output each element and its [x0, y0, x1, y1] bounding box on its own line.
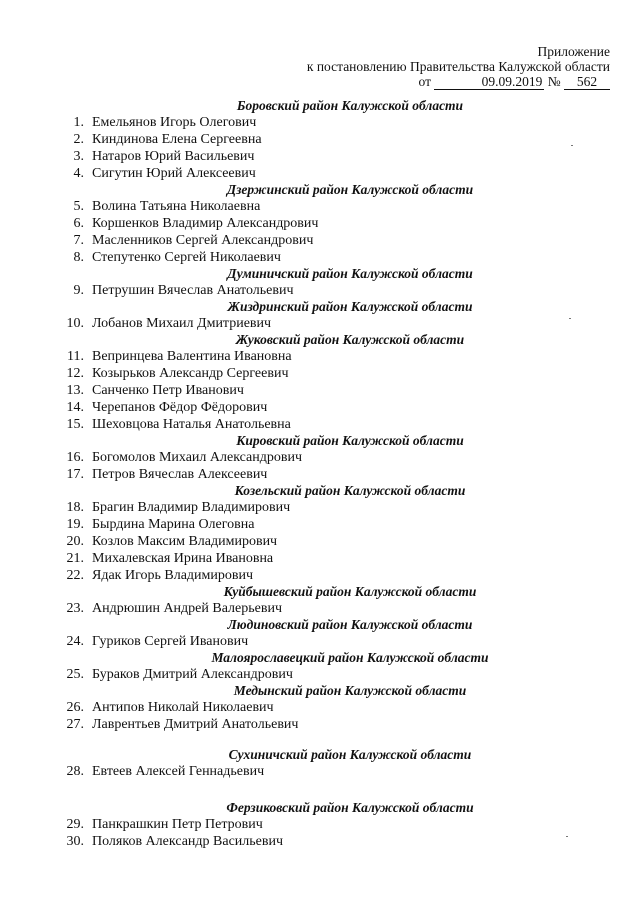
person-name: Андрюшин Андрей Валерьевич	[92, 601, 282, 616]
person-name: Масленников Сергей Александрович	[92, 233, 314, 248]
list-item	[0, 215, 640, 232]
item-number: 10.	[66, 316, 84, 331]
district-heading: Медынский район Калужской области	[233, 683, 467, 698]
item-number: 20.	[66, 534, 84, 549]
district-heading: Боровский район Калужской области	[236, 98, 464, 113]
person-name: Степутенко Сергей Николаевич	[92, 250, 281, 265]
scan-speck	[571, 145, 573, 146]
person-name: Михалевская Ирина Ивановна	[92, 551, 274, 566]
item-number: 1.	[73, 115, 84, 130]
item-number: 24.	[66, 634, 84, 649]
item-number: 19.	[66, 517, 84, 532]
district-heading: Сухиничский район Калужской области	[228, 747, 472, 762]
list-item	[0, 249, 640, 266]
resolution-reference: к постановлению Правительства Калужской области	[306, 59, 610, 74]
item-number: 22.	[66, 568, 84, 583]
person-name: Волина Татьяна Николаевна	[92, 199, 261, 214]
person-name: Панкрашкин Петр Петрович	[92, 817, 263, 832]
list-item	[0, 567, 640, 584]
person-name: Поляков Александр Васильевич	[92, 834, 284, 849]
person-name: Брагин Владимир Владимирович	[92, 500, 291, 515]
person-name: Гуриков Сергей Иванович	[92, 634, 249, 649]
list-item	[0, 282, 640, 299]
appendix-header	[307, 44, 610, 90]
list-item	[0, 399, 640, 416]
list-item	[0, 232, 640, 249]
number-prefix: №	[547, 74, 561, 89]
item-number: 6.	[73, 216, 84, 231]
list-item	[0, 499, 640, 516]
item-number: 11.	[67, 349, 84, 364]
appendix-title: Приложение	[537, 44, 610, 59]
list-item	[0, 198, 640, 215]
item-number: 5.	[73, 199, 84, 214]
district-heading: Думиничский район Калужской области	[227, 266, 473, 281]
district-heading: Козельский район Калужской области	[234, 483, 466, 498]
item-number: 14.	[66, 400, 84, 415]
district-heading: Малоярославецкий район Калужской области	[211, 650, 489, 665]
list-item	[0, 365, 640, 382]
item-number: 3.	[73, 149, 84, 164]
district-list	[0, 98, 640, 850]
resolution-date: 09.09.2019	[434, 74, 544, 90]
person-name: Емельянов Игорь Олегович	[92, 115, 257, 130]
list-item	[0, 148, 640, 165]
list-item	[0, 382, 640, 399]
list-item	[0, 763, 640, 780]
item-number: 25.	[66, 667, 84, 682]
person-name: Евтеев Алексей Геннадьевич	[92, 764, 265, 779]
list-item	[0, 114, 640, 131]
list-item	[0, 533, 640, 550]
district-heading: Кировский район Калужской области	[236, 433, 464, 448]
list-item	[0, 165, 640, 182]
person-name: Бырдина Марина Олеговна	[92, 517, 255, 532]
list-item	[0, 416, 640, 433]
list-item	[0, 348, 640, 365]
date-prefix: от	[418, 74, 431, 89]
item-number: 16.	[66, 450, 84, 465]
item-number: 15.	[66, 417, 84, 432]
person-name: Черепанов Фёдор Фёдорович	[92, 400, 268, 415]
item-number: 29.	[66, 817, 84, 832]
list-item	[0, 315, 640, 332]
district-heading: Куйбышевский район Калужской области	[223, 584, 477, 599]
person-name: Киндинова Елена Сергеевна	[92, 132, 262, 147]
item-number: 12.	[66, 366, 84, 381]
person-name: Антипов Николай Николаевич	[92, 700, 274, 715]
list-item	[0, 816, 640, 833]
item-number: 26.	[66, 700, 84, 715]
person-name: Лаврентьев Дмитрий Анатольевич	[92, 717, 299, 732]
person-name: Бураков Дмитрий Александрович	[92, 667, 293, 682]
item-number: 2.	[73, 132, 84, 147]
person-name: Петрушин Вячеслав Анатольевич	[92, 283, 294, 298]
list-item	[0, 550, 640, 567]
item-number: 8.	[73, 250, 84, 265]
person-name: Козлов Максим Владимирович	[92, 534, 278, 549]
district-heading: Жиздринский район Калужской области	[227, 299, 473, 314]
person-name: Козырьков Александр Сергеевич	[92, 366, 289, 381]
list-item	[0, 633, 640, 650]
person-name: Богомолов Михаил Александрович	[92, 450, 303, 465]
district-heading: Людиновский район Калужской области	[227, 617, 473, 632]
list-item	[0, 466, 640, 483]
person-name: Натаров Юрий Васильевич	[92, 149, 255, 164]
person-name: Сигутин Юрий Алексеевич	[92, 166, 256, 181]
item-number: 28.	[66, 764, 84, 779]
district-heading: Дзержинский район Калужской области	[226, 182, 474, 197]
person-name: Санченко Петр Иванович	[92, 383, 244, 398]
item-number: 9.	[73, 283, 84, 298]
person-name: Лобанов Михаил Дмитриевич	[92, 316, 272, 331]
list-item	[0, 449, 640, 466]
item-number: 4.	[73, 166, 84, 181]
person-name: Ядак Игорь Владимирович	[92, 568, 254, 583]
person-name: Вепринцева Валентина Ивановна	[92, 349, 292, 364]
resolution-number: 562	[564, 74, 610, 90]
item-number: 17.	[66, 467, 84, 482]
item-number: 27.	[66, 717, 84, 732]
item-number: 23.	[66, 601, 84, 616]
item-number: 13.	[66, 383, 84, 398]
list-item	[0, 716, 640, 733]
item-number: 30.	[66, 834, 84, 849]
item-number: 21.	[66, 551, 84, 566]
list-item	[0, 600, 640, 617]
list-item	[0, 516, 640, 533]
district-heading: Жуковский район Калужской области	[235, 332, 465, 347]
person-name: Шеховцова Наталья Анатольевна	[92, 417, 291, 432]
district-heading: Ферзиковский район Калужской области	[226, 800, 474, 815]
date-number-line	[419, 74, 611, 90]
list-item	[0, 833, 640, 850]
item-number: 18.	[66, 500, 84, 515]
list-item	[0, 666, 640, 683]
scan-speck	[566, 836, 568, 837]
item-number: 7.	[73, 233, 84, 248]
list-item	[0, 131, 640, 148]
scan-speck	[569, 318, 571, 319]
list-item	[0, 699, 640, 716]
person-name: Петров Вячеслав Алексеевич	[92, 467, 268, 482]
person-name: Коршенков Владимир Александрович	[92, 216, 319, 231]
